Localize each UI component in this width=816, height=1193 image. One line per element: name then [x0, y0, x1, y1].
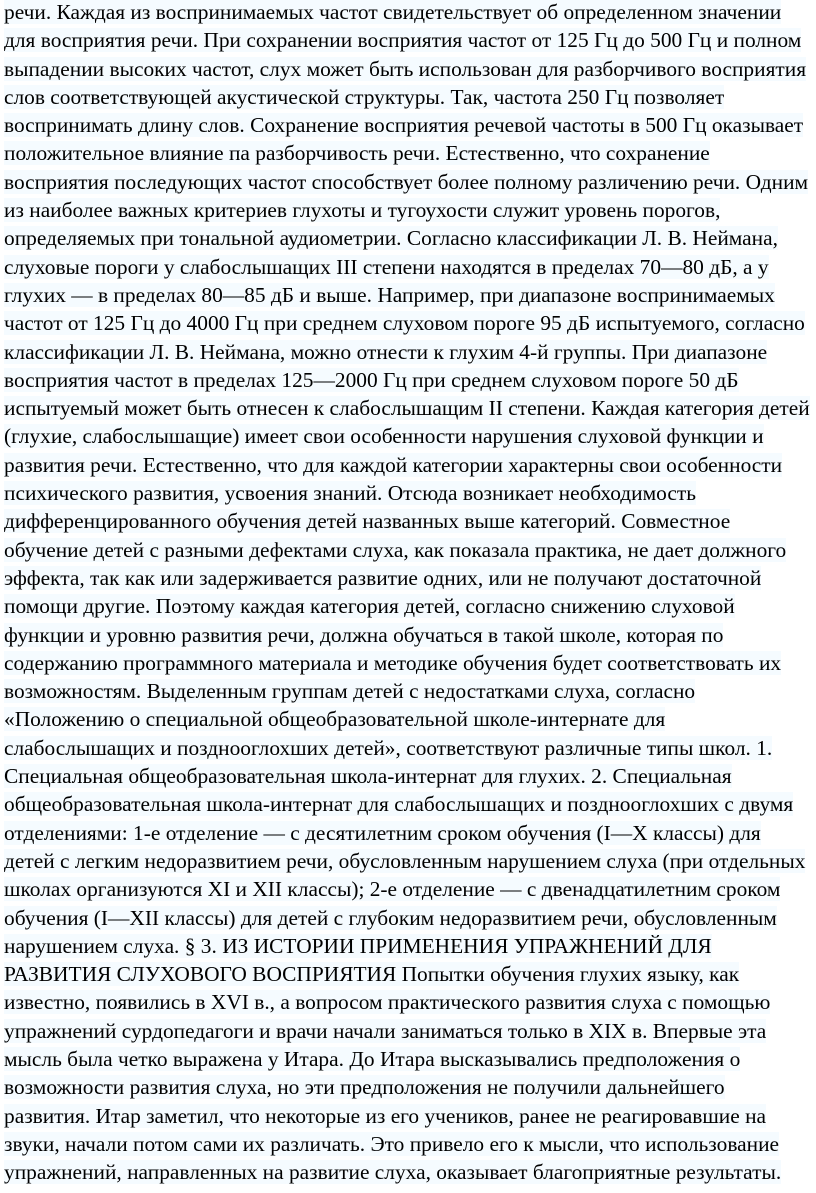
text-line: восприятия последующих частот способствует более полному различению речи. Одним: [4, 169, 809, 194]
text-line: содержанию программного материала и методике обучения будет соответствовать их: [4, 650, 782, 675]
text-line: речи. Каждая из воспринимаемых частот свидетельствует об определенном значении: [4, 0, 782, 24]
text-line: мысль была четко выражена у Итара. До Итара высказывались предположения о: [4, 1046, 741, 1071]
text-line: для восприятия речи. При сохранении восприятия частот от 125 Гц до 500 Гц и полном: [4, 28, 802, 53]
text-line: из наиболее важных критериев глухоты и тугоухости служит уровень порогов,: [4, 198, 721, 223]
text-line: слуховые пороги у слабослышащих III степени находятся в пределах 70—80 дБ, а у: [4, 254, 769, 279]
text-line: нарушением слуха. § 3. ИЗ ИСТОРИИ ПРИМЕНЕНИЯ УПРАЖНЕНИЙ ДЛЯ: [4, 933, 712, 958]
text-line: Специальная общеобразовательная школа-интернат для глухих. 2. Специальная: [4, 764, 732, 789]
text-line: испытуемый может быть отнесен к слабослышащим II степени. Каждая категория детей: [4, 396, 810, 421]
text-line: РАЗВИТИЯ СЛУХОВОГО ВОСПРИЯТИЯ Попытки обучения глухих языку, как: [4, 962, 740, 987]
text-line: обучение детей с разными дефектами слуха, как показала практика, не дает должного: [4, 537, 787, 562]
text-line: школах организуются XI и XII классы); 2-е отделение — с двенадцатилетним сроком: [4, 877, 781, 902]
text-line: классификации Л. В. Неймана, можно отнести к глухим 4-й группы. При диапазоне: [4, 339, 768, 364]
text-line: воспринимать длину слов. Сохранение восприятия речевой частоты в 500 Гц оказывает: [4, 113, 804, 138]
text-line: выпадении высоких частот, слух может быть использован для разборчивого восприятия: [4, 56, 807, 81]
text-line: глухих — в пределах 80—85 дБ и выше. Например, при диапазоне воспринимаемых: [4, 282, 775, 307]
text-line: положительное влияние па разборчивость речи. Естественно, что сохранение: [4, 141, 710, 166]
text-line: обучения (I—XII классы) для детей с глубоким недоразвитием речи, обусловленным: [4, 905, 777, 930]
text-line: психического развития, усвоения знаний. Отсюда возникает необходимость: [4, 481, 696, 506]
text-line: определяемых при тональной аудиометрии. Согласно классификации Л. В. Неймана,: [4, 226, 778, 251]
text-line: возможностям. Выделенным группам детей с недостатками слуха, согласно: [4, 679, 696, 704]
text-line: упражнений сурдопедагоги и врачи начали заниматься только в XIX в. Впервые эта: [4, 1018, 767, 1043]
text-line: «Положению о специальной общеобразовательной школе-интернате для: [4, 707, 666, 732]
text-line: частот от 125 Гц до 4000 Гц при среднем слуховом пороге 95 дБ испытуемого, согласно: [4, 311, 805, 336]
text-line: дифференцированного обучения детей названных выше категорий. Совместное: [4, 509, 731, 534]
text-line: эффекта, так как или задерживается развитие одних, или не получают достаточной: [4, 565, 762, 590]
text-line: (глухие, слабослышащие) имеет свои особенности нарушения слуховой функции и: [4, 424, 764, 449]
text-line: помощи другие. Поэтому каждая категория детей, согласно снижению слуховой: [4, 594, 735, 619]
text-line: развития. Итар заметил, что некоторые из его учеников, ранее не реагировавшие на: [4, 1103, 767, 1128]
text-line: функции и уровню развития речи, должна обучаться в такой школе, которая по: [4, 622, 724, 647]
text-line: общеобразовательная школа-интернат для слабослышащих и позднооглохших с двумя: [4, 792, 794, 817]
text-line: отделениями: 1-е отделение — с десятилетним сроком обучения (I—X классы) для: [4, 820, 761, 845]
text-line: восприятия частот в пределах 125—2000 Гц при среднем слуховом пороге 50 дБ: [4, 367, 739, 392]
body-text: [4, 0, 812, 1186]
text-line: слабослышащих и позднооглохших детей», соответствуют различные типы школ. 1.: [4, 735, 773, 760]
text-line: развития речи. Естественно, что для каждой категории характерны свои особенности: [4, 452, 783, 477]
text-line: детей с легким недоразвитием речи, обусловленным нарушением слуха (при отдельных: [4, 848, 806, 873]
text-line: известно, появились в XVI в., а вопросом практического развития слуха с помощью: [4, 990, 771, 1015]
text-line: упражнений, направленных на развитие слуха, оказывает благоприятные результаты.: [4, 1160, 782, 1185]
text-line: звуки, начали потом сами их различать. Это привело его к мысли, что использование: [4, 1131, 780, 1156]
text-line: слов соответствующей акустической структуры. Так, частота 250 Гц позволяет: [4, 84, 725, 109]
text-line: возможности развития слуха, но эти предположения не получили дальнейшего: [4, 1075, 725, 1100]
